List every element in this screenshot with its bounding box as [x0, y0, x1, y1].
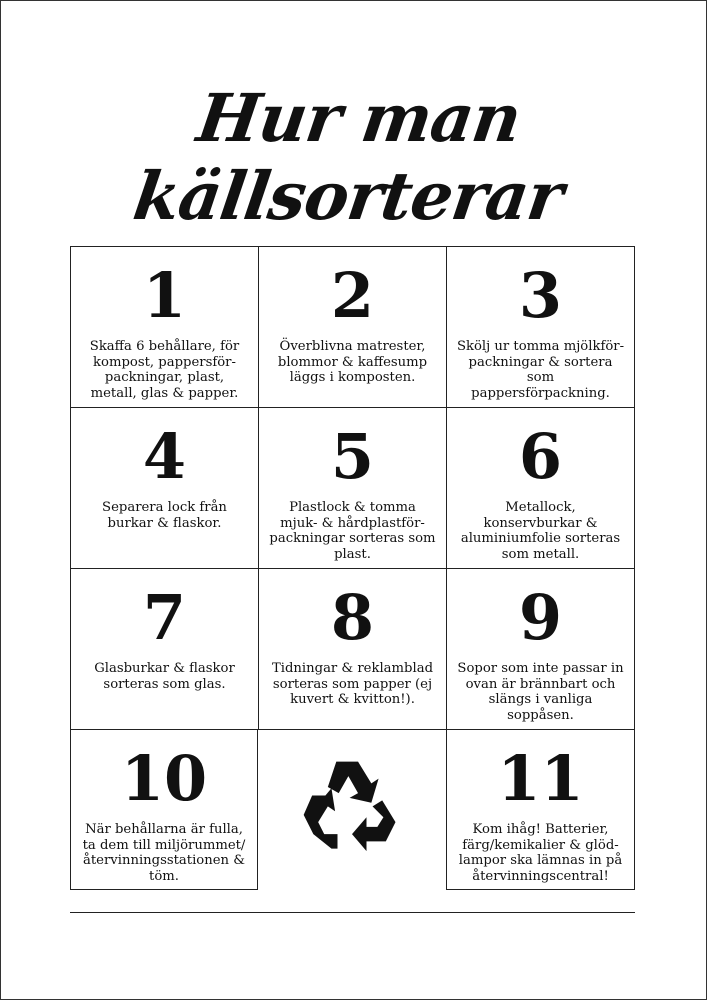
- step-number: 11: [497, 742, 584, 815]
- step-card-3: [446, 246, 635, 407]
- step-number: 9: [518, 581, 563, 654]
- step-card-4: [70, 407, 258, 568]
- step-number: 8: [330, 581, 375, 654]
- page-title: Hur man källsorterar: [128, 79, 568, 235]
- step-text: Överblivna matrester, blommor & kaffesump läggs i komposten.: [277, 339, 428, 386]
- step-number: 6: [518, 420, 563, 493]
- step-number: 4: [142, 420, 187, 493]
- step-text: Kom ihåg! Batterier, färg/kemikalier & glöd-lampor ska lämnas in på återvinningscentral!: [458, 822, 623, 884]
- step-text: Glasburkar & flaskor sorteras som glas.: [94, 661, 235, 692]
- step-text: Plastlock & tomma mjuk- & hårdplastför-packningar sorteras som plast.: [269, 500, 436, 562]
- step-number: 7: [142, 581, 187, 654]
- recycle-cell: [258, 729, 446, 890]
- step-number: 5: [330, 420, 375, 493]
- step-card-11: [446, 729, 635, 890]
- step-text: Separera lock från burkar & flaskor.: [102, 500, 227, 531]
- step-number: 2: [330, 259, 375, 332]
- step-text: Skölj ur tomma mjölkför-packningar & sortera som pappersförpackning.: [456, 339, 625, 401]
- step-text: När behållarna är fulla, ta dem till miljörummet/ återvinningsstationen & töm.: [82, 822, 246, 884]
- step-text: Tidningar & reklamblad sorteras som papper (ej kuvert & kvitton!).: [271, 661, 434, 708]
- step-text: Skaffa 6 behållare, för kompost, pappersför-packningar, plast, metall, glas & papper.: [89, 339, 240, 401]
- step-number: 3: [518, 259, 563, 332]
- step-text: Metallock, konservburkar & aluminiumfolie sorteras som metall.: [460, 500, 621, 562]
- recycle-icon: [291, 752, 413, 868]
- step-card-2: [258, 246, 446, 407]
- step-card-1: [70, 246, 258, 407]
- bottom-divider: [70, 912, 635, 913]
- step-card-9: [446, 568, 635, 729]
- step-card-6: [446, 407, 635, 568]
- step-card-10: [70, 729, 258, 890]
- step-card-8: [258, 568, 446, 729]
- step-number: 10: [120, 742, 208, 815]
- step-card-7: [70, 568, 258, 729]
- step-card-5: [258, 407, 446, 568]
- steps-grid: [70, 246, 635, 890]
- step-number: 1: [142, 259, 187, 332]
- step-text: Sopor som inte passar in ovan är brännbart och slängs i vanliga soppåsen.: [457, 661, 624, 723]
